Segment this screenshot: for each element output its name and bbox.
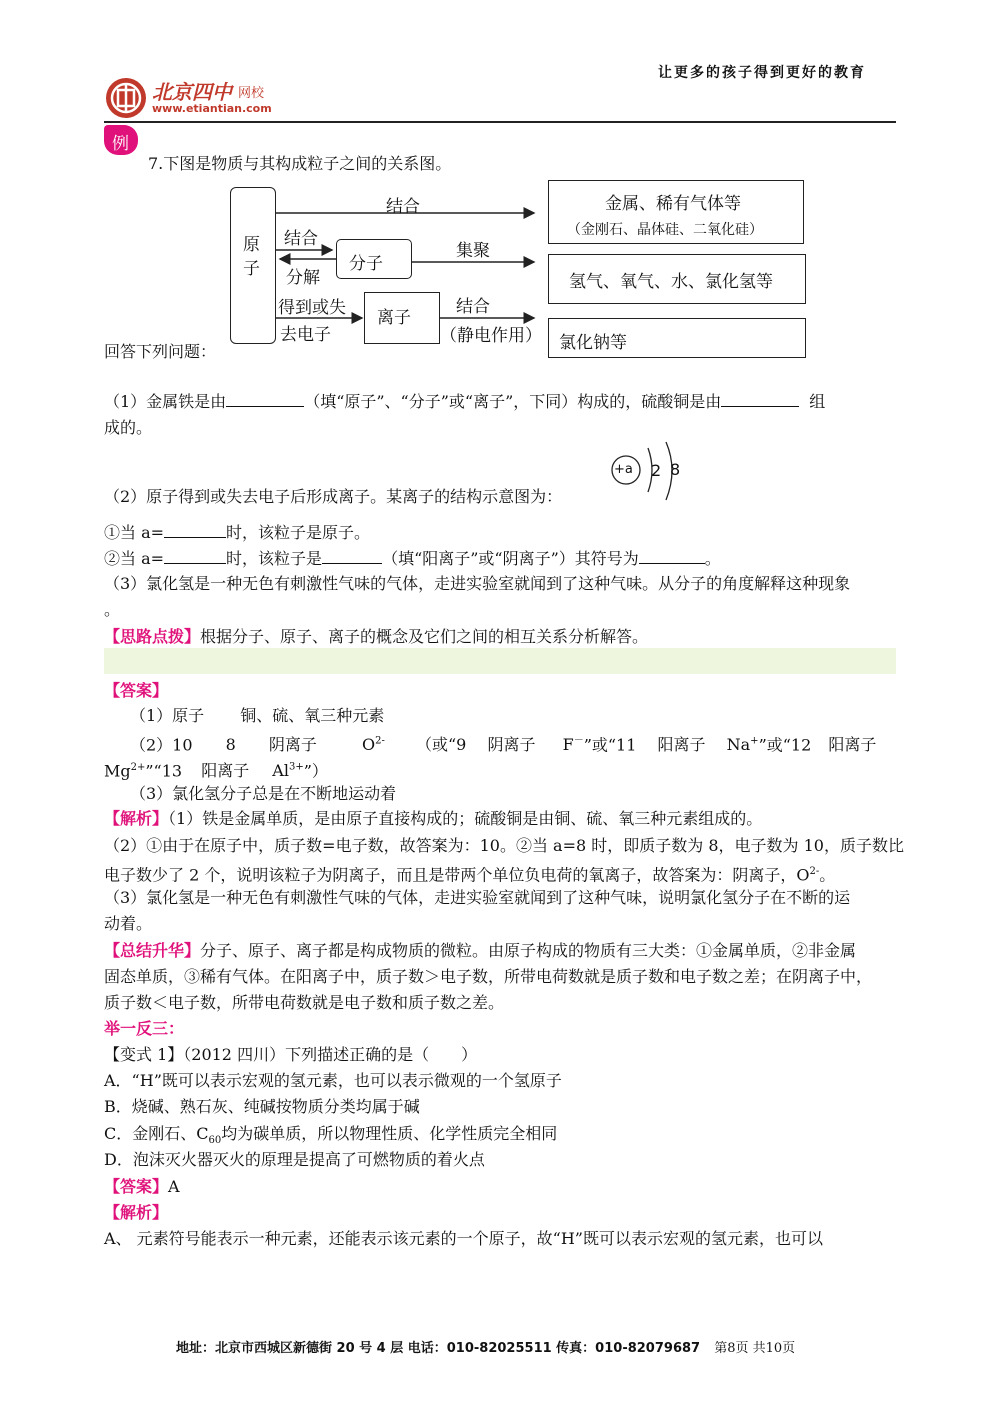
analysis-2: （2）①由于在原子中，质子数=电子数，故答案为：10。②当 a=8 时，即质子数为 8，电子数为 10，质子数比 xyxy=(104,836,904,855)
label-gather: 集聚 xyxy=(456,241,490,261)
answer-blank[interactable] xyxy=(322,548,382,564)
option-b: B．烧碱、熟石灰、纯碱按物质分类均属于碱 xyxy=(104,1097,420,1116)
slogan: 让更多的孩子得到更好的教育 xyxy=(658,65,866,81)
label-electrostatic: （静电作用） xyxy=(440,326,542,346)
analysis-4: （3）氯化氢是一种无色有刺激性气味的气体，走进实验室就闻到了这种气味，说明氯化氢分子在不断的运 xyxy=(104,888,851,907)
option-a: A．“H”既可以表示宏观的氢元素，也可以表示微观的一个氢原子 xyxy=(104,1071,562,1090)
substance-box-molecular: 氢气、氧气、水、氯化氢等 xyxy=(548,254,806,304)
shell-2-electrons: 8 xyxy=(670,460,681,479)
hint-band xyxy=(104,648,896,674)
hint: 【思路点拨】根据分子、原子、离子的概念及它们之间的相互关系分析解答。 xyxy=(104,627,649,646)
question-3: （3）氯化氢是一种无色有刺激性气味的气体，走进实验室就闻到了这种气味。从分子的角度解释这种现象 xyxy=(104,574,851,593)
logo-name: 北京四中 xyxy=(152,80,232,104)
nucleus-charge: +a xyxy=(614,462,633,477)
answer-1: （1）原子 铜、硫、氧三种元素 xyxy=(130,706,385,725)
analysis-5: 动着。 xyxy=(104,914,153,933)
question-3-end: 。 xyxy=(104,600,121,619)
atom-box: 原子 xyxy=(230,187,276,344)
question-title: 7.下图是物质与其构成粒子之间的关系图。 xyxy=(148,154,452,173)
practice-answer: 【答案】A xyxy=(104,1177,180,1196)
footer: 地址：北京市西城区新德街 20 号 4 层 电话：010-82025511 传真：010-82079687 第8页 共10页 xyxy=(176,1341,796,1356)
summary-1: 【总结升华】分子、原子、离子都是构成物质的微粒。由原子构成的物质有三大类：①金属单质，②非金属 xyxy=(104,941,857,960)
answer-3: （3）氯化氢分子总是在不断地运动着 xyxy=(130,784,397,803)
label-combine-mid: 结合 xyxy=(284,229,318,249)
option-c: C．金刚石、$C_{60}$均为碳单质，所以物理性质、化学性质完全相同 xyxy=(104,1124,558,1147)
answer-blank[interactable] xyxy=(226,391,304,407)
label-gain-lose-1: 得到或失 xyxy=(278,298,346,318)
answer-2: （2）10 8 阴离子 $O^{2-}$ （或“9 阴离子 F－”或“11 阳离子 Na+”或“12 阳离子 xyxy=(130,735,877,755)
example-badge: 例 xyxy=(104,125,138,155)
practice-analysis-text: A、 元素符号能表示一种元素，还能表示该元素的一个原子，故“H”既可以表示宏观的氢元素，也可以 xyxy=(104,1229,823,1248)
answer-blank[interactable] xyxy=(721,391,799,407)
substance-box-metal: 金属、稀有气体等 （金刚石、晶体硅、二氧化硅） xyxy=(548,180,804,244)
logo-suffix: 网校 xyxy=(238,86,265,101)
molecule-box: 分子 xyxy=(336,239,412,279)
label-combine-ion: 结合 xyxy=(456,297,490,317)
summary-2: 固态单质，③稀有气体。在阳离子中，质子数＞电子数，所带电荷数就是质子数和电子数之差；在阴离子中， xyxy=(104,967,873,986)
practice-analysis-label: 【解析】 xyxy=(104,1203,169,1222)
analysis-3: 电子数少了 2 个，说明该粒子为阴离子，而且是带两个单位负电荷的氧离子，故答案为：阴离子，$O^{2-}$。 xyxy=(104,865,836,885)
ion-box: 离子 xyxy=(364,292,440,344)
shell-1-electrons: 2 xyxy=(651,461,662,480)
summary-3: 质子数＜电子数，所带电荷数就是电子数和质子数之差。 xyxy=(104,993,505,1012)
practice-stem: 【变式 1】（2012 四川）下列描述正确的是（ ） xyxy=(104,1045,478,1064)
answer-blank[interactable] xyxy=(639,548,705,564)
substance-box-ionic: 氯化钠等 xyxy=(548,318,806,358)
label-combine-top: 结合 xyxy=(386,197,420,217)
option-d: D．泡沫灭火器灭火的原理是提高了可燃物质的着火点 xyxy=(104,1150,485,1169)
analysis-1: 【解析】（1）铁是金属单质，是由原子直接构成的；硫酸铜是由铜、硫、氧三种元素组成的。 xyxy=(104,809,763,828)
question-1: （1）金属铁是由 （填“原子”、“分子”或“离子”，下同）构成的，硫酸铜是由 组 xyxy=(104,392,826,411)
question-2: （2）原子得到或失去电子后形成离子。某离子的结构示意图为： xyxy=(104,487,563,506)
question-2-1: ①当 a= 时，该粒子是原子。 xyxy=(104,523,371,542)
question-1-end: 成的。 xyxy=(104,418,153,437)
answer-blank[interactable] xyxy=(164,548,226,564)
answer-blank[interactable] xyxy=(164,522,226,538)
practice-label: 举一反三： xyxy=(104,1019,185,1038)
label-gain-lose-2: 去电子 xyxy=(280,325,331,345)
answer-label: 【答案】 xyxy=(104,681,169,700)
logo-url: www.etiantian.com xyxy=(152,102,272,115)
question-prompt: 回答下列问题： xyxy=(104,342,217,361)
diagram-arrows xyxy=(0,0,1000,360)
question-2-2: ②当 a= 时，该粒子是 （填“阳离子”或“阴离子”）其符号为 。 xyxy=(104,549,721,568)
answer-2-cont: $Mg^{2+}”“13$ 阳离子 $Al^{3+}$”） xyxy=(104,761,328,781)
label-decompose: 分解 xyxy=(286,268,320,288)
